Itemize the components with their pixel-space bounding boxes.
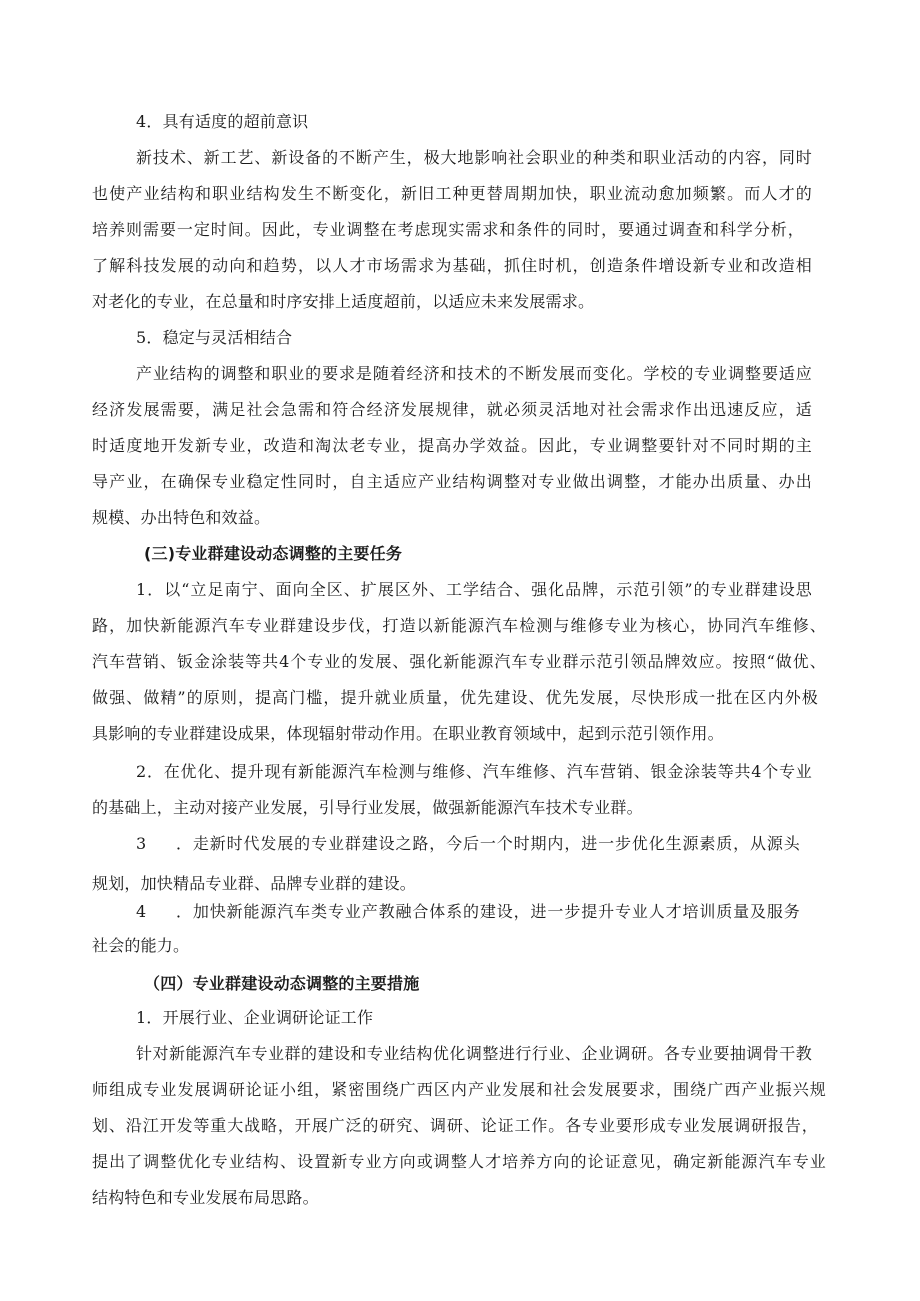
- paragraph-line: 时适度地开发新专业，改造和淘汰老专业，提高办学效益。因此，专业调整要针对不同时期的主: [92, 436, 812, 455]
- list-number-3: 3: [136, 834, 147, 853]
- subsection-title-4: 4．具有适度的超前意识: [136, 112, 309, 131]
- section-heading-3: (三)专业群建设动态调整的主要任务: [144, 544, 403, 563]
- paragraph-line: 划、沿江开发等重大战略，开展广泛的研究、调研、论证工作。各专业要形成专业发展调研报告，: [92, 1116, 818, 1135]
- paragraph-line: 2．在优化、提升现有新能源汽车检测与维修、汽车维修、汽车营销、银金涂装等共4个专业: [136, 762, 812, 781]
- subsection-title-5: 5．稳定与灵活相结合: [136, 328, 293, 347]
- paragraph-line: 路，加快新能源汽车专业群建设步伐，打造以新能源汽车检测与维修专业为核心，协同汽车维修、: [92, 616, 826, 635]
- paragraph-line: 师组成专业发展调研论证小组，紧密围绕广西区内产业发展和社会发展要求，围绕广西产业振兴规: [92, 1080, 826, 1099]
- paragraph-line: 的基础上，主动对接产业发展，引导行业发展，做强新能源汽车技术专业群。: [92, 798, 643, 817]
- paragraph-line: 规模、办出特色和效益。: [92, 508, 271, 527]
- paragraph-line: 提出了调整优化专业结构、设置新专业方向或调整人才培养方向的论证意见，确定新能源汽车专业: [92, 1152, 826, 1171]
- paragraph-line: ．加快新能源汽车类专业产教融合体系的建设，进一步提升专业人才培训质量及服务: [176, 902, 800, 921]
- subsection-title-1: 1．开展行业、企业调研论证工作: [136, 1008, 374, 1027]
- paragraph-line: 1．以“立足南宁、面向全区、扩展区外、工学结合、强化品牌，示范引领”的专业群建设思: [136, 580, 812, 599]
- paragraph-line: ．走新时代发展的专业群建设之路，今后一个时期内，进一步优化生源素质，从源头: [176, 834, 800, 853]
- section-heading-4: （四）专业群建设动态调整的主要措施: [144, 974, 420, 993]
- paragraph-line: 导产业，在确保专业稳定性同时，自主适应产业结构调整对专业做出调整，才能办出质量、办出: [92, 472, 812, 491]
- paragraph-line: 对老化的专业，在总量和时序安排上适度超前，以适应未来发展需求。: [92, 292, 595, 311]
- paragraph-line: 具影响的专业群建设成果，体现辐射带动作用。在职业教育领域中，起到示范引领作用。: [92, 724, 724, 743]
- paragraph-line: 了解科技发展的动向和趋势，以人才市场需求为基础，抓住时机，创造条件增设新专业和改造相: [92, 256, 812, 275]
- paragraph-line: 做强、做精”的原则，提高门槛，提升就业质量，优先建设、优先发展，尽快形成一批在区内外极: [92, 688, 818, 707]
- paragraph-line: 培养则需要一定时间。因此，专业调整在考虑现实需求和条件的同时，要通过调查和科学分析，: [92, 220, 804, 239]
- paragraph-line: 针对新能源汽车专业群的建设和专业结构优化调整进行行业、企业调研。各专业要抽调骨干教: [136, 1044, 812, 1063]
- paragraph-line: 社会的能力。: [92, 936, 190, 955]
- paragraph-line: 汽车营销、钣金涂装等共4个专业的发展、强化新能源汽车专业群示范引领品牌效应。按照“做优、: [92, 652, 826, 671]
- paragraph-line: 结构特色和专业发展布局思路。: [92, 1188, 319, 1207]
- paragraph-line: 产业结构的调整和职业的要求是随着经济和技术的不断发展而变化。学校的专业调整要适应: [136, 364, 812, 383]
- paragraph-line: 经济发展需要，满足社会急需和符合经济发展规律，就必须灵活地对社会需求作出迅速反应，适: [92, 400, 812, 419]
- paragraph-line: 也使产业结构和职业结构发生不断变化，新旧工种更替周期加快，职业流动愈加频繁。而人才的: [92, 184, 812, 203]
- paragraph-line: 新技术、新工艺、新设备的不断产生，极大地影响社会职业的种类和职业活动的内容，同时: [136, 148, 812, 167]
- paragraph-line: 规划，加快精品专业群、品牌专业群的建设。: [92, 874, 417, 893]
- list-number-4: 4: [136, 902, 147, 921]
